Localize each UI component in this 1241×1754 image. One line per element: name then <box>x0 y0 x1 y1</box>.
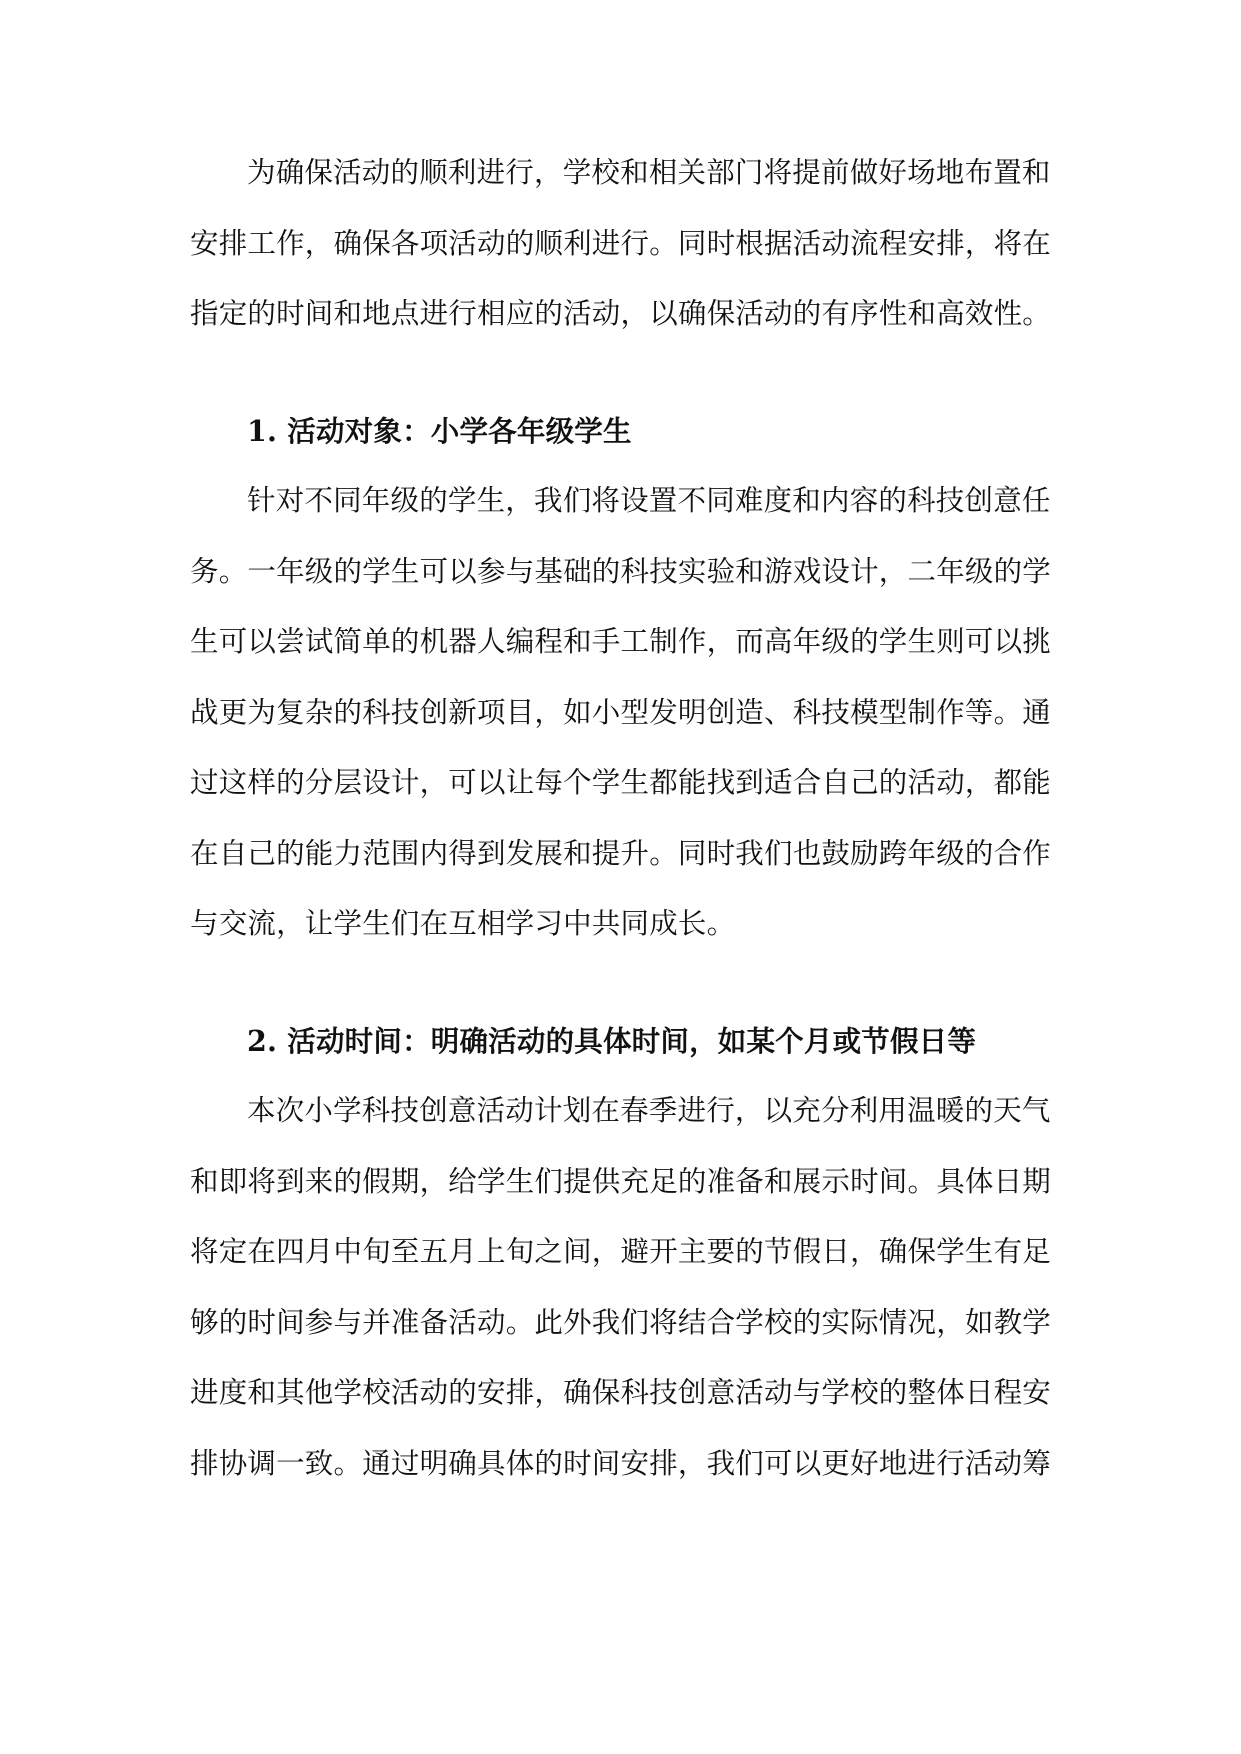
paragraph-line: 战更为复杂的科技创新项目，如小型发明创造、科技模型制作等。通 <box>190 696 1052 729</box>
paragraph-line: 和即将到来的假期，给学生们提供充足的准备和展示时间。具体日期 <box>190 1165 1052 1198</box>
section-heading-1: 1. 活动对象：小学各年级学生 <box>247 414 632 448</box>
paragraph-line: 过这样的分层设计，可以让每个学生都能找到适合自己的活动，都能 <box>190 766 1052 799</box>
paragraph-line: 与交流，让学生们在互相学习中共同成长。 <box>190 907 736 940</box>
paragraph-line: 本次小学科技创意活动计划在春季进行，以充分利用温暖的天气 <box>247 1094 1051 1127</box>
paragraph-line: 针对不同年级的学生，我们将设置不同难度和内容的科技创意任 <box>247 484 1051 517</box>
paragraph-line: 排协调一致。通过明确具体的时间安排，我们可以更好地进行活动筹 <box>190 1447 1052 1480</box>
paragraph-line: 安排工作，确保各项活动的顺利进行。同时根据活动流程安排，将在 <box>190 227 1052 260</box>
paragraph-line: 将定在四月中旬至五月上旬之间，避开主要的节假日，确保学生有足 <box>190 1235 1052 1268</box>
paragraph-line: 生可以尝试简单的机器人编程和手工制作，而高年级的学生则可以挑 <box>190 625 1052 658</box>
paragraph-line: 为确保活动的顺利进行，学校和相关部门将提前做好场地布置和 <box>247 156 1051 189</box>
paragraph-line: 务。一年级的学生可以参与基础的科技实验和游戏设计，二年级的学 <box>190 555 1052 588</box>
paragraph-line: 够的时间参与并准备活动。此外我们将结合学校的实际情况，如教学 <box>190 1306 1052 1339</box>
paragraph-line: 进度和其他学校活动的安排，确保科技创意活动与学校的整体日程安 <box>190 1376 1052 1409</box>
paragraph-line: 在自己的能力范围内得到发展和提升。同时我们也鼓励跨年级的合作 <box>190 837 1052 870</box>
section-heading-2: 2. 活动时间：明确活动的具体时间，如某个月或节假日等 <box>247 1024 977 1058</box>
paragraph-line: 指定的时间和地点进行相应的活动，以确保活动的有序性和高效性。 <box>190 297 1052 330</box>
